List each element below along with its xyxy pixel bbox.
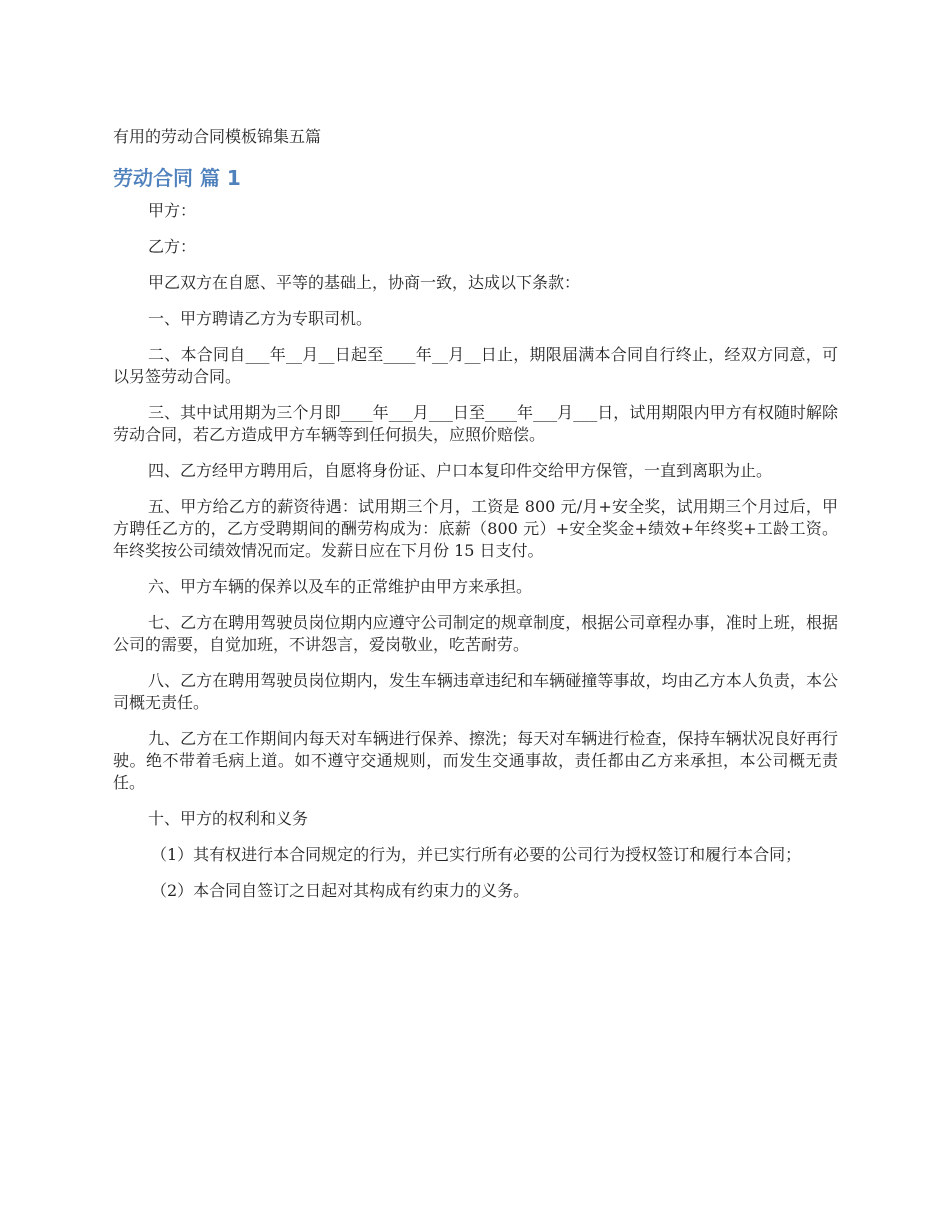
clause-6: 六、甲方车辆的保养以及车的正常维护由甲方来承担。 (148, 577, 533, 596)
party-a-line: 甲方： (148, 201, 197, 220)
section-heading: 劳动合同 篇 1 (113, 166, 241, 190)
clause-9: 九、乙方在工作期间内每天对车辆进行保养、擦洗；每天对车辆进行检查，保持车辆状况良好再行驶。绝不带着毛病上道。如不遵守交通规则，而发生交通事故，责任都由乙方来承担，本公司概无责任。 (113, 729, 838, 792)
clause-10: 十、甲方的权利和义务 (148, 809, 309, 828)
clause-5: 五、甲方给乙方的薪资待遇：试用期三个月，工资是 800 元/月+安全奖，试用期三个月过后，甲方聘任乙方的，乙方受聘期间的酬劳构成为：底薪（800 元）+安全奖金+绩效+年终奖+工龄工资。年终奖按公司绩效情况而定。发薪日应在下月份 15 日支付。 (113, 497, 838, 560)
clause-2: 二、本合同自___年__月__日起至____年__月__日止，期限届满本合同自行终止，经双方同意，可以另签劳动合同。 (113, 345, 838, 386)
clause-3: 三、其中试用期为三个月即____年___月___日至____年___月___日，试用期限内甲方有权随时解除劳动合同，若乙方造成甲方车辆等到任何损失，应照价赔偿。 (113, 403, 838, 444)
clause-4: 四、乙方经甲方聘用后，自愿将身份证、户口本复印件交给甲方保管，一直到离职为止。 (148, 461, 773, 480)
clause-7: 七、乙方在聘用驾驶员岗位期内应遵守公司制定的规章制度，根据公司章程办事，准时上班，根据公司的需要，自觉加班，不讲怨言，爱岗敬业，吃苦耐劳。 (113, 613, 838, 654)
sub-clause-2: （2）本合同自签订之日起对其构成有约束力的义务。 (151, 881, 530, 900)
clause-1: 一、甲方聘请乙方为专职司机。 (148, 309, 373, 328)
document-title: 有用的劳动合同模板锦集五篇 (113, 127, 322, 146)
clause-8: 八、乙方在聘用驾驶员岗位期内，发生车辆违章违纪和车辆碰撞等事故，均由乙方本人负责，本公司概无责任。 (113, 671, 838, 712)
party-b-line: 乙方： (148, 237, 197, 256)
preamble-paragraph: 甲乙双方在自愿、平等的基础上，协商一致，达成以下条款： (148, 273, 581, 292)
document-body (113, 200, 838, 916)
sub-clause-1: （1）其有权进行本合同规定的行为，并已实行所有必要的公司行为授权签订和履行本合同； (151, 845, 802, 864)
